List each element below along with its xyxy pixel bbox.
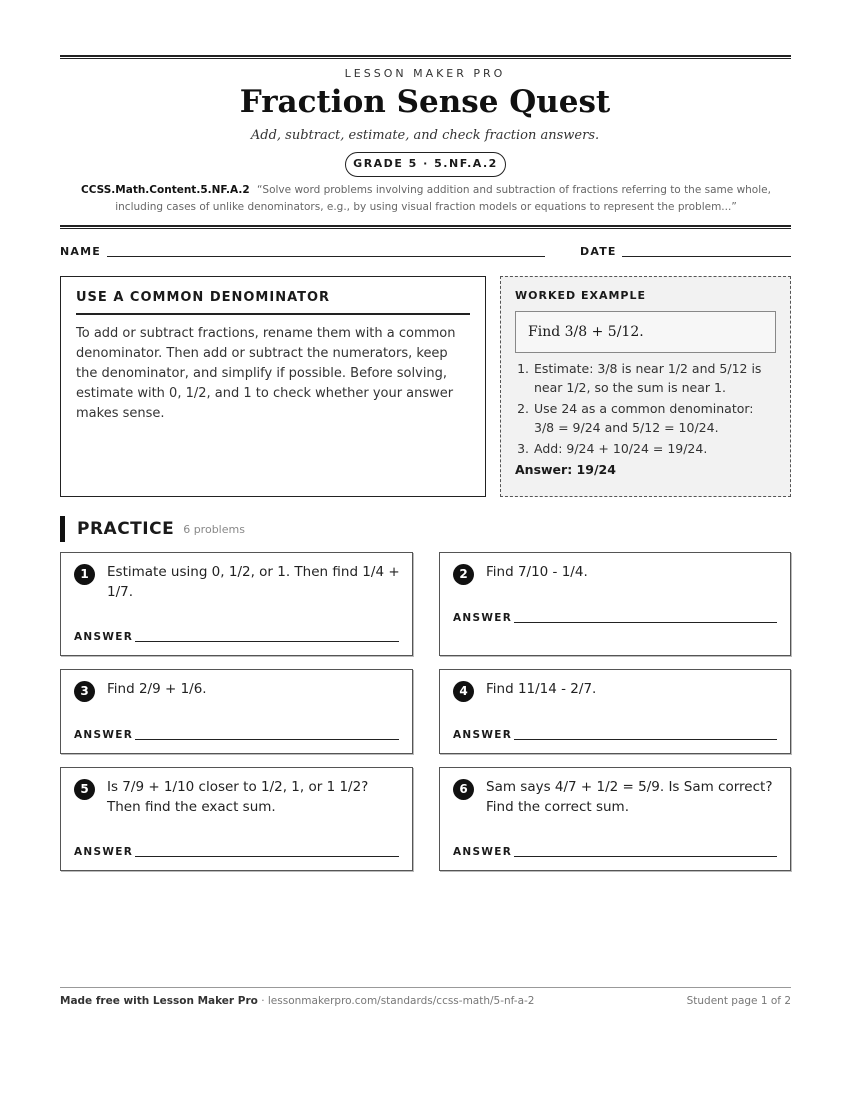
problem-card-2 (439, 552, 791, 656)
problem-card-6 (439, 767, 791, 871)
footer-credit (60, 995, 534, 1007)
step-text: Use 24 as a common denominator: 3/8 = 9/24 and 5/12 = 10/24. (534, 401, 754, 435)
problem-number-badge: 1 (74, 564, 95, 585)
brand-name: LESSON MAKER PRO (344, 67, 506, 80)
page-subtitle: Add, subtract, estimate, and check fraction answers. (250, 128, 600, 143)
answer-field[interactable] (514, 622, 777, 623)
problem-card-5 (60, 767, 413, 871)
worked-example-step (515, 439, 776, 458)
worked-example-problem: Find 3/8 + 5/12. (515, 311, 776, 353)
answer-field[interactable] (135, 641, 399, 642)
problem-text: Find 7/10 - 1/4. (486, 564, 588, 580)
step-number: 2. (517, 401, 529, 416)
answer-label: ANSWER (453, 729, 513, 741)
answer-label: ANSWER (74, 846, 134, 858)
footer-rule (60, 987, 791, 988)
footer-made-with: Made free with Lesson Maker Pro (60, 995, 258, 1007)
concept-title: USE A COMMON DENOMINATOR (76, 290, 470, 315)
footer-url: · lessonmakerpro.com/standards/ccss-math/5-nf-a-2 (261, 995, 535, 1007)
answer-label: ANSWER (453, 846, 513, 858)
concept-body: To add or subtract fractions, rename them with a common denominator. Then add or subtract the numerators, keep the denominator, and simplify if possible. Before solving, estimate with 0, 1/2, and 1 to check whether your answer makes sense. (76, 326, 456, 421)
problem-text: Find 11/14 - 2/7. (486, 681, 597, 697)
header-bottom-rule (60, 225, 791, 229)
problem-number-badge: 5 (74, 779, 95, 800)
problem-card-3 (60, 669, 413, 754)
name-field[interactable] (107, 256, 545, 257)
problem-text: Is 7/9 + 1/10 closer to 1/2, 1, or 1 1/2? Then find the exact sum. (107, 779, 369, 815)
worked-example-steps (515, 359, 776, 458)
problem-number-badge: 6 (453, 779, 474, 800)
top-rule (60, 55, 791, 59)
problem-text: Find 2/9 + 1/6. (107, 681, 207, 697)
answer-field[interactable] (135, 856, 399, 857)
concept-box (60, 276, 486, 497)
answer-label: ANSWER (74, 631, 134, 643)
grade-badge: GRADE 5 · 5.NF.A.2 (345, 152, 506, 177)
date-label: DATE (580, 245, 617, 258)
name-date-row (60, 245, 791, 261)
answer-label: ANSWER (74, 729, 134, 741)
practice-count: 6 problems (183, 522, 245, 536)
worked-example-step (515, 359, 776, 397)
step-number: 1. (517, 361, 529, 376)
step-text: Estimate: 3/8 is near 1/2 and 5/12 is near 1/2, so the sum is near 1. (534, 361, 762, 395)
step-number: 3. (517, 441, 529, 456)
problem-text: Sam says 4/7 + 1/2 = 5/9. Is Sam correct? Find the correct sum. (486, 779, 773, 815)
standard-text: “Solve word problems involving addition and subtraction of fractions referring to the same whole, including cases of unlike denominators, e.g., by using visual fraction models or equations to represent the problem...” (115, 184, 771, 213)
worked-example-step (515, 399, 776, 437)
step-text: Add: 9/24 + 10/24 = 19/24. (534, 441, 708, 456)
problem-number-badge: 2 (453, 564, 474, 585)
date-field[interactable] (622, 256, 791, 257)
standard-description (70, 182, 782, 216)
worked-example-answer: Answer: 19/24 (515, 462, 616, 477)
standard-code: CCSS.Math.Content.5.NF.A.2 (81, 184, 250, 196)
answer-field[interactable] (514, 739, 777, 740)
answer-label: ANSWER (453, 612, 513, 624)
problem-number-badge: 3 (74, 681, 95, 702)
practice-title: PRACTICE (77, 519, 175, 539)
problem-card-1 (60, 552, 413, 656)
problem-text: Estimate using 0, 1/2, or 1. Then find 1/4 + 1/7. (107, 564, 400, 600)
problem-card-4 (439, 669, 791, 754)
worked-example-box (500, 276, 791, 497)
answer-field[interactable] (135, 739, 399, 740)
problem-number-badge: 4 (453, 681, 474, 702)
name-label: NAME (60, 245, 101, 258)
answer-field[interactable] (514, 856, 777, 857)
worked-example-title: WORKED EXAMPLE (515, 289, 646, 302)
footer-page-number: Student page 1 of 2 (686, 995, 791, 1007)
practice-heading (60, 516, 245, 542)
page-title: Fraction Sense Quest (239, 84, 611, 120)
